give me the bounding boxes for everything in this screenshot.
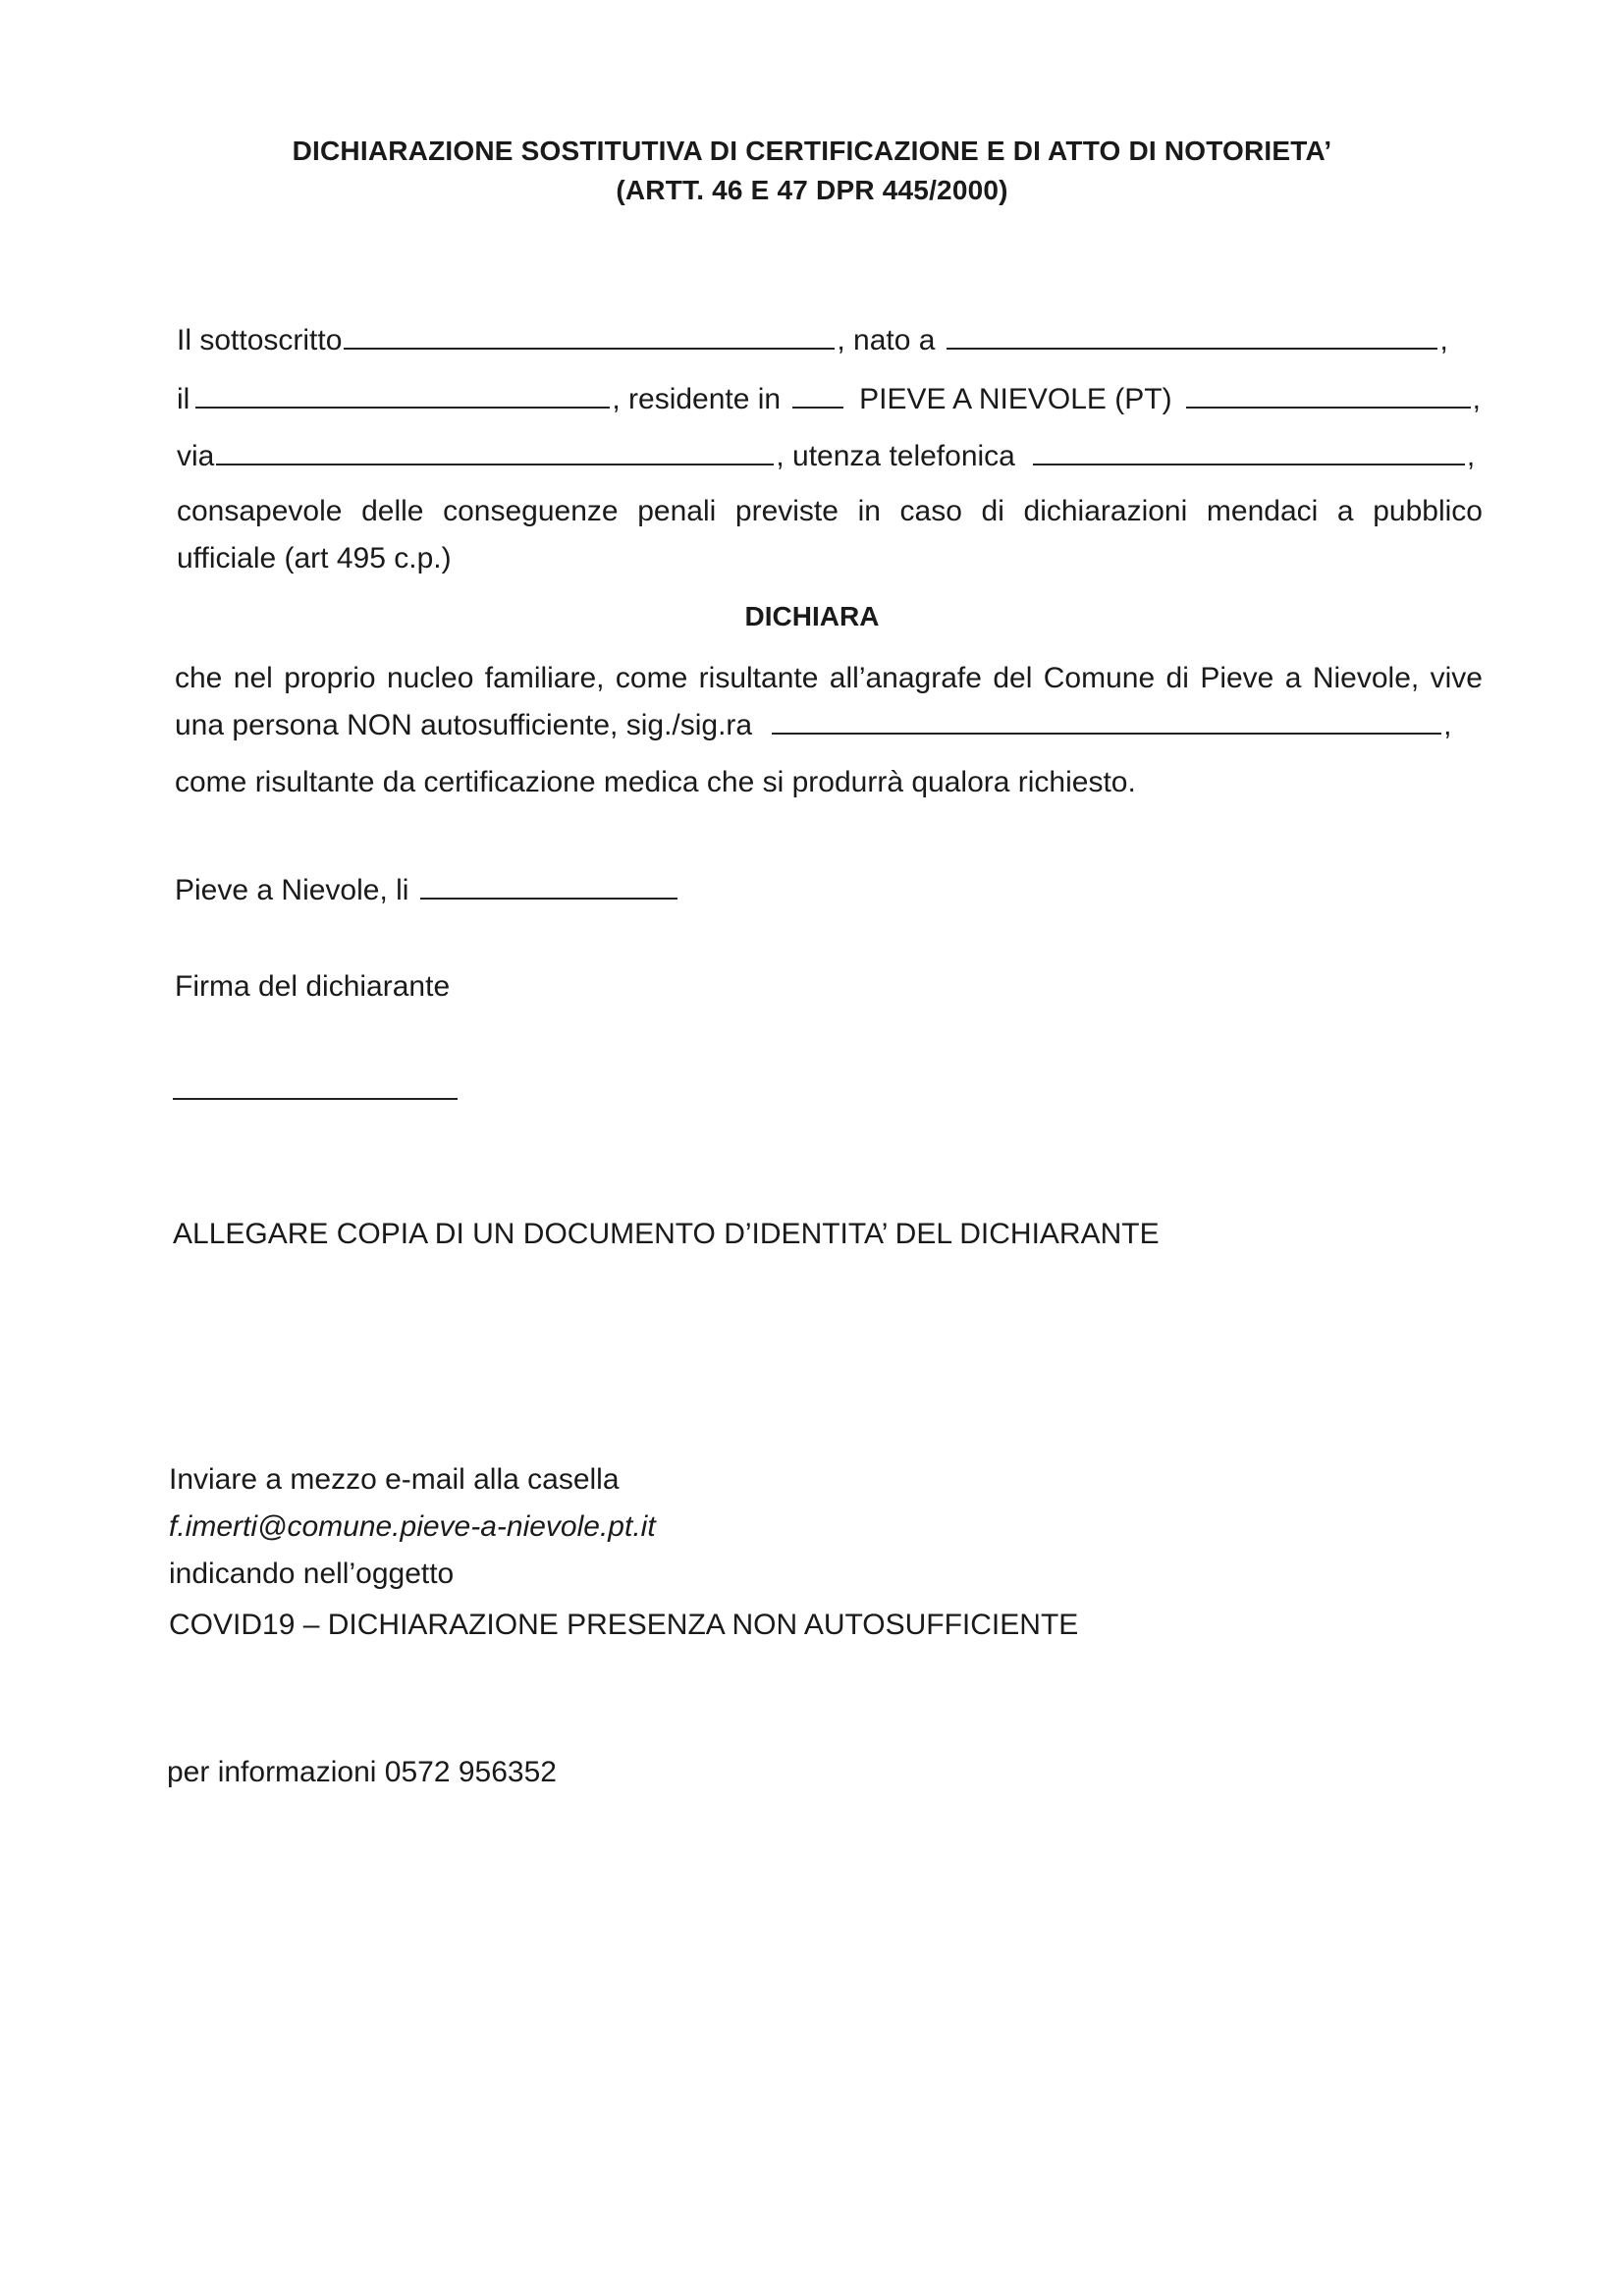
- birthplace-field[interactable]: [947, 322, 1437, 350]
- info-phone: per informazioni 0572 956352: [167, 1756, 557, 1788]
- dichiara-heading: DICHIARA: [744, 601, 880, 631]
- signature-field[interactable]: [173, 1098, 458, 1100]
- signer-label: Firma del dichiarante: [175, 970, 451, 1003]
- label-utenza-telefonica: , utenza telefonica: [776, 440, 1015, 472]
- document-subtitle: (ARTT. 46 E 47 DPR 445/2000): [616, 175, 1008, 205]
- label-persona-non-autosufficiente: una persona NON autosufficiente, sig./sig.ra: [175, 709, 753, 741]
- consapevole-line2: ufficiale (art 495 c.p.): [177, 542, 452, 574]
- date-field[interactable]: [420, 872, 677, 900]
- street-field[interactable]: [216, 438, 774, 465]
- row3-comma: ,: [1466, 440, 1476, 472]
- row2-comma: ,: [1472, 383, 1481, 415]
- contact-email-link[interactable]: f.imerti@comune.pieve-a-nievole.pt.it: [169, 1510, 656, 1543]
- form-row-date-residence: [177, 381, 1492, 416]
- phone-field[interactable]: [1033, 438, 1465, 465]
- email-instructions-line1: Inviare a mezzo e-mail alla casella: [169, 1463, 620, 1496]
- row1-comma: ,: [1439, 324, 1448, 356]
- document-title: DICHIARAZIONE SOSTITUTIVA DI CERTIFICAZIONE E DI ATTO DI NOTORIETA’: [292, 136, 1332, 166]
- email-subject: COVID19 – DICHIARAZIONE PRESENZA NON AUTOSUFFICIENTE: [169, 1609, 1079, 1641]
- name-field[interactable]: [344, 322, 835, 350]
- consapevole-line1: consapevole delle conseguenze penali previste in caso di dichiarazioni mendaci a pubblico: [177, 495, 1483, 527]
- label-residente-in: , residente in: [612, 383, 782, 415]
- form-row-address-phone: [177, 438, 1492, 473]
- label-via: via: [177, 440, 215, 472]
- label-place-date: Pieve a Nievole, li: [175, 874, 409, 906]
- declaration-line3: come risultante da certificazione medica che si produrrà qualora richiesto.: [175, 766, 1136, 798]
- label-nato-a: , nato a: [837, 324, 936, 356]
- label-sottoscritto: Il sottoscritto: [177, 324, 343, 356]
- declaration-line2-comma: ,: [1443, 709, 1452, 741]
- email-instructions-line3: indicando nell’oggetto: [169, 1558, 455, 1590]
- attachment-note: ALLEGARE COPIA DI UN DOCUMENTO D’IDENTITA’ DEL DICHIARANTE: [173, 1218, 1160, 1250]
- declaration-line2: [175, 707, 1490, 742]
- label-il: il: [177, 383, 190, 415]
- place-date-row: [175, 872, 1490, 907]
- residence-prefix-field[interactable]: [792, 381, 843, 409]
- residence-extra-field[interactable]: [1186, 381, 1471, 409]
- birthdate-field[interactable]: [195, 381, 610, 409]
- form-row-name-birthplace: [177, 322, 1492, 357]
- person-name-field[interactable]: [772, 707, 1441, 735]
- declaration-line1: che nel proprio nucleo familiare, come risultante all’anagrafe del Comune di Pieve a Nievole, vive: [175, 662, 1483, 694]
- residence-city-value: PIEVE A NIEVOLE (PT): [859, 383, 1172, 415]
